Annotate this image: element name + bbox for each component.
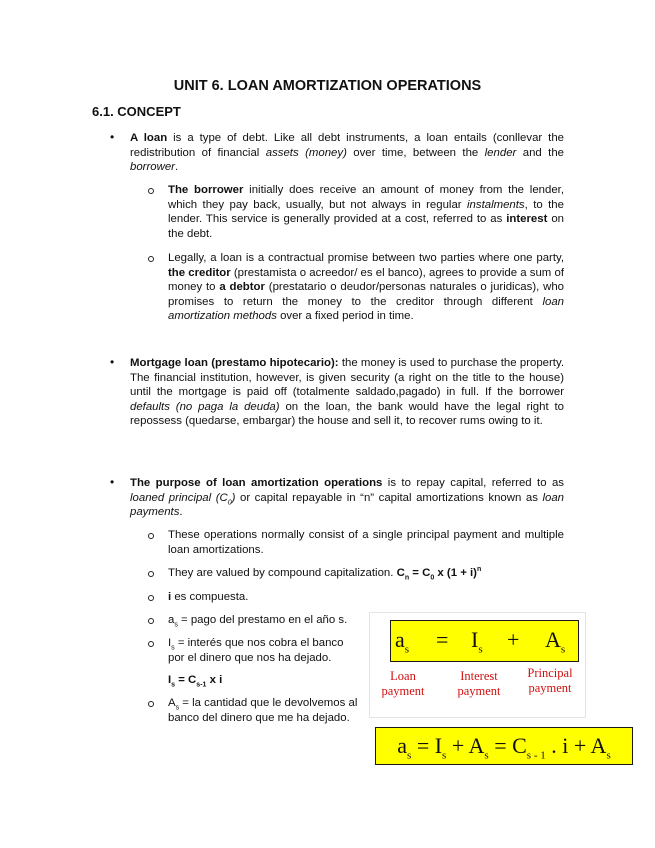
bullet-dot: • — [110, 355, 115, 369]
paragraph-is: $I_s$ = interés que nos cobra el banco por el dinero que nos ha dejado. — [168, 637, 344, 664]
paragraph-mortgage: Mortgage loan (prestamo hipotecario): the money is used to purchase the property. The financial institution, however, is given security (a right on the title to the house) until the mortgage is paid off (totalmente saldado,pagado) in full. If the borrower defaults (no paga la deuda) on the loan, the bank would have the legal right to repossess (quedarse, embargar) the house and sell it, to recover rums owing to it. — [130, 357, 564, 428]
formula-box — [390, 620, 579, 662]
paragraph-as: $a_s$ = pago del prestamo en el año s. — [168, 614, 348, 629]
paragraph-compound: They are valued by compound capitalization. $C_n = C_0$ x $(1 + i)^n$ — [168, 566, 482, 582]
sub-bullet — [148, 188, 154, 194]
formula-full: $a_s = I_s + A_s = C_{s - 1}$ . $i + A_s$ — [375, 727, 633, 765]
sub-bullet — [148, 618, 154, 624]
paragraph-i: i es compuesta. — [168, 591, 249, 603]
paragraph-legally: Legally, a loan is a contractual promise between two parties where one party, the creditor (prestamista o acreedor/ es el banco), agrees to provide a sum of money to a debtor (prestatario o deudor/personas naturales o juridicas), who promises to return the money to the creditor through different loan amortization methods over a fixed period in time. — [168, 252, 564, 323]
label-principal-payment: Principal payment — [527, 666, 573, 695]
label-loan-payment: Loan payment — [381, 669, 425, 698]
formula-term-i: $I_s$ — [471, 627, 483, 656]
sub-bullet — [148, 533, 154, 539]
paragraph-borrower: The borrower initially does receive an amount of money from the lender, which they pay back, usually, but not always in regular instalments, to the lender. This service is generally provided at a cost, referred to as interest on the debt. — [168, 184, 564, 240]
formula-term-a: $a_s$ — [395, 627, 410, 656]
formula-equals: = — [436, 627, 449, 652]
formula-term-A: $A_s$ — [545, 627, 566, 656]
sub-bullet — [148, 641, 154, 647]
label-interest-payment: Interest payment — [457, 669, 501, 698]
sub-bullet — [148, 701, 154, 707]
sub-bullet — [148, 595, 154, 601]
formula-diagram — [369, 612, 586, 718]
sub-bullet — [148, 571, 154, 577]
section-heading: 6.1. CONCEPT — [92, 104, 181, 119]
formula-plus: + — [507, 627, 520, 652]
paragraph-purpose: The purpose of loan amortization operations is to repay capital, referred to as loaned principal $(C_0)$ or capital repayable in “n” capital amortizations known as loan payments. — [130, 477, 564, 519]
term-loan: A loan — [130, 132, 168, 144]
sub-bullet — [148, 256, 154, 262]
paragraph-loan: A loan is a type of debt. Like all debt instruments, a loan entails (conllevar the redistribution of financial assets (money) over time, between the lender and the borrower. — [130, 132, 564, 174]
paragraph-As: $A_s$ = la cantidad que le devolvemos al banco del dinero que me ha dejado. — [168, 697, 358, 724]
bullet-dot: • — [110, 475, 115, 489]
paragraph-operations: These operations normally consist of a single principal payment and multiple loan amortizations. — [168, 529, 564, 556]
formula-interest: $I_s = C_{s-1}$ x i — [168, 674, 223, 689]
page-title: UNIT 6. LOAN AMORTIZATION OPERATIONS — [173, 78, 482, 94]
bullet-dot: • — [110, 130, 115, 144]
